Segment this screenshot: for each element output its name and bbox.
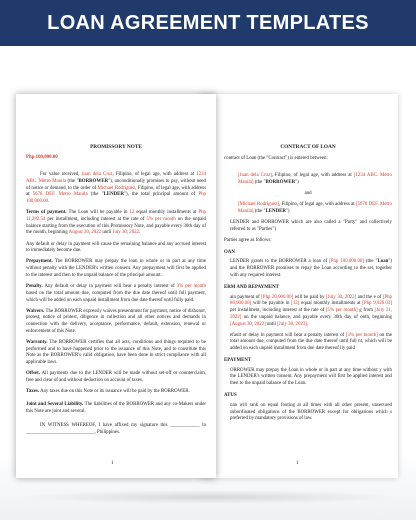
offset-paragraph: Offset. All payments due to the LENDER will be made without set-off or counterclaim, free and clear of and without deduction on account of taxes. xyxy=(26,371,206,384)
note-amount: Php 100,000.00 xyxy=(26,155,58,161)
banner-title: LOAN AGREEMENT TEMPLATES xyxy=(47,11,369,34)
section-prepayment: EPAYMENT xyxy=(224,357,252,363)
promissory-heading: PROMISSORY NOTE xyxy=(90,144,142,150)
contract-heading: CONTRACT OF LOAN xyxy=(280,144,336,150)
template-preview-area xyxy=(0,46,416,520)
prepayment-paragraph: Prepayment. The BORROWER may prepay the loan in whole or in part at any time without penalty with the LENDER's written consent. Any prepayment will first be applied to the interest and then to the unpaid balance of the principal amount. xyxy=(26,259,206,278)
contract-intro: contract of Loan (the "Contract") is entered between: xyxy=(224,156,328,162)
penalty-text: efault or delay in payment will bear a penalty interest of [3% per month] on the total amount due, computed from the due date thereof until full nt, which will be added on each unpaid installment from due date thereof lly paid xyxy=(230,332,393,352)
loan-text: LENDER grants to the BORROWER a loan of [Php 100,000.00] (the "Loan") and the BORROWER promises to repay the Loan according to the set, together with any required interest. xyxy=(230,259,392,278)
taxes-paragraph: Taxes. Any taxes due on this Note or its issuance will be paid by the BORROWER. xyxy=(26,389,190,395)
and-text: and xyxy=(304,191,312,197)
warranty-paragraph: Warranty. The BORROWER certifies that all acts, conditions and things required to be performed and to have happened prior to the issuance of this Note, and to constitute this Note as the BORROWER's valid obligation, have been done in strict compliance with all applicable laws. xyxy=(26,339,206,366)
section-terms: ERM AND REPAYMENT xyxy=(224,284,279,290)
title-banner xyxy=(0,0,416,46)
terms-text: ain payment of [Php 20,000.00] will be paid by [July 30, 2022] and the e of [Php 80,000.00] will be payable in [12] equal monthly installments at [Php 9,026.03] per installment, including interest at the rate of [5% per month] g from [July 31, 2022] on the unpaid balance, and payable every 30th day of onth, beginning [August 30, 2022] until [July 30, 2023]. xyxy=(230,294,393,327)
section-loan: OAN xyxy=(224,249,235,255)
promissory-note-page[interactable] xyxy=(16,94,216,478)
page-shadow xyxy=(20,490,400,504)
page-number: 1 xyxy=(296,461,299,467)
party-borrower: [Juan dela Cruz], Filipino, of legal age, with address at [1234 ABC. Metro Manila] (the "BORROWER") xyxy=(238,173,392,186)
prepayment-text: ORROWER may prepay the Loan in whole or in part at any time without y with the LENDER's written consent. Any prepayment will first be applied interest and then to the unpaid balance of the Loan. xyxy=(230,367,392,387)
penalty-paragraph: Penalty. Any default or delay in payment will bear a penalty interest of 3% per month based on the total amount due, computed from the due date thereof until full payment, which will be added on each unpaid installment from due date thereof until fully paid. xyxy=(26,283,206,303)
waivers-paragraph: Waivers. The BORROWER expressly waives presentment for payment, notice of dishonor, protest, notice of protest, diligence in collection and all other notices and demands in connection with the delivery, acceptance, performance, default, extension, renewal or enforcement of this Note. xyxy=(26,308,206,334)
page-number: 1 xyxy=(111,461,114,467)
party-lender: [Michael Rodriguez], Filipino, of legal age, with address at [5678 DEF. Metro Manila] (the "LENDER") xyxy=(238,202,392,215)
terms-of-payment-paragraph: Terms of payment. The Loan will be payable in 12 equal monthly installments at Php 11,282.54 per installment, including interest at the rate of 5% per month on the unpaid balance starting from the execution of this Promissory Note, and payable every 30th day of the month, beginning August 30, 2022 until July 30, 2022. xyxy=(26,210,207,236)
section-status: ATUS xyxy=(224,392,237,398)
value-received-paragraph: For value received, Juan dela Cruz, Filipino, of legal age, with address at 1234 ABC. Metro Manila (the "BORROWER"), unconditionally promises to pay, without need of notice or demand, to the order of Michael Rodriguez, Filipino, of legal age, with address at 5678 DEF. Metro Manila (the "LENDER"), the total principal amount of Php 100,000.00. xyxy=(26,172,207,205)
parties-agree: Parties agree as follows: xyxy=(224,237,272,243)
joint-liability-paragraph: Joint and Several Liability. The liabilities of the BORROWER and any co-Makers under this Note are joint and several. xyxy=(26,401,206,414)
default-paragraph: Any default or delay in payment will cause the remaining balance and any accrued interest to immediately become due. xyxy=(26,241,206,254)
collective-parties: LENDER and BORROWER which are also called a "Party" and collectively referred to as "Parties") xyxy=(230,220,392,232)
status-text: oan will rank on equal footing at all times with all other present, unsecured subordinated obligations of the BORROWER except for obligations which s preferred by mandatory provisions of law. xyxy=(230,402,392,422)
witness-paragraph: IN WITNESS WHEREOF, I have affixed my signature this ____________ in ____________________________, Philippines. xyxy=(26,423,206,436)
contract-of-loan-page[interactable] xyxy=(200,94,398,478)
